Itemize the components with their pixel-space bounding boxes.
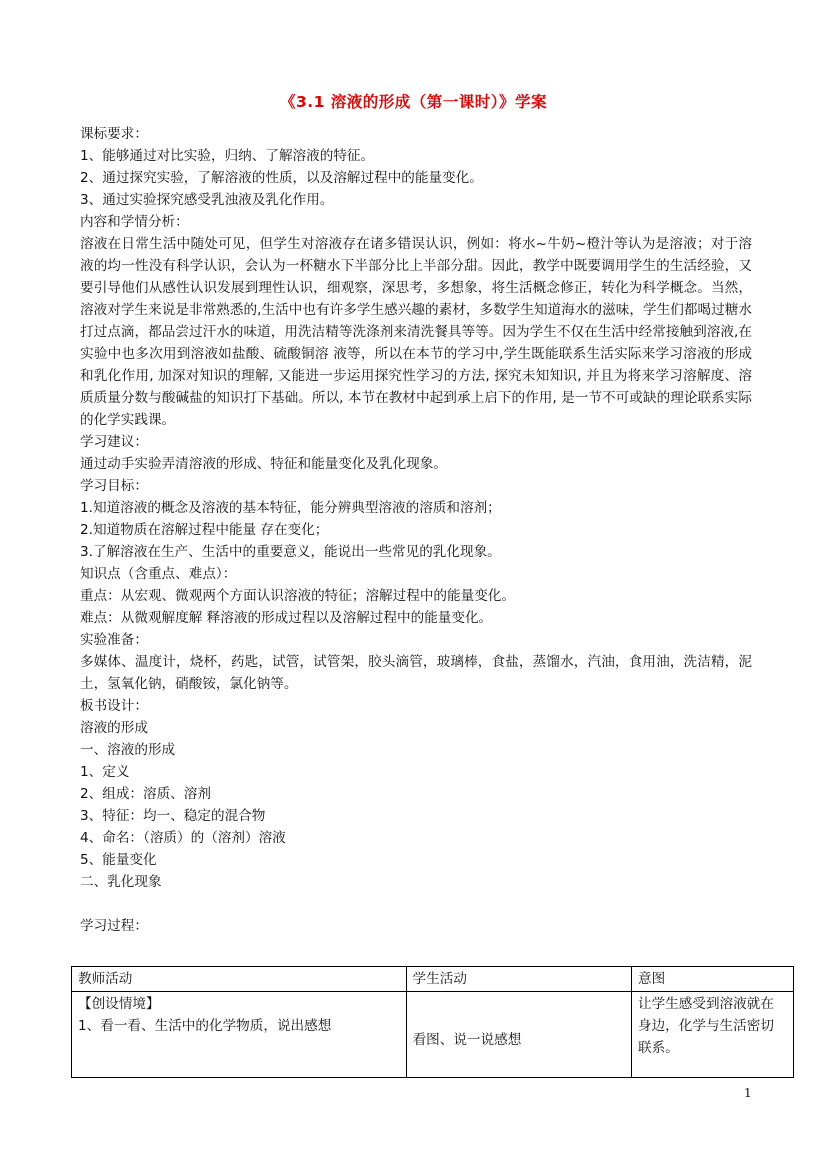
table-row (72, 992, 794, 1078)
keypoints-heading: 知识点（含重点、难点）： (80, 566, 237, 582)
board-item: 4、命名：（溶质）的（溶剂）溶液 (80, 830, 286, 846)
cell-teacher (72, 992, 407, 1078)
board-item: 一、溶液的形成 (80, 742, 176, 758)
curriculum-item: 1、能够通过对比实验，归纳、了解溶液的特征。 (80, 148, 375, 164)
board-item: 2、组成：溶质、溶剂 (80, 786, 211, 802)
advice-heading: 学习建议： (80, 434, 148, 450)
student-text: 看图、说一说感想 (412, 1031, 522, 1048)
prep-heading: 实验准备： (80, 632, 148, 648)
curriculum-item: 2、通过探究实验，了解溶液的性质，以及溶解过程中的能量变化。 (80, 170, 483, 186)
header-student: 学生活动 (406, 967, 631, 992)
goal-item: 2.知道物质在溶解过程中能量 存在变化； (80, 522, 329, 538)
page-title: 《3.1 溶液的形成（第一课时）》学案 (279, 93, 548, 111)
prep-text: 多媒体、温度计，烧杯，药匙，试管，试管架，胶头滴管，玻璃棒，食盐，蒸馏水，汽油，食用油，洗洁精，泥土，氢氧化钠，硝酸铵，氯化钠等。 (80, 654, 752, 692)
teacher-title: 【创设情境】 (78, 996, 160, 1012)
spacer (80, 893, 752, 915)
process-heading: 学习过程： (80, 918, 148, 934)
cell-intent: 让学生感受到溶液就在身边，化学与生活密切联系。 (632, 992, 794, 1078)
process-table (71, 966, 794, 1078)
teacher-text: 1、看一看、生活中的化学物质，说出感想 (78, 1018, 332, 1034)
document-body (80, 123, 752, 937)
keypoints-focus: 重点：从宏观、微观两个方面认识溶液的特征；溶解过程中的能量变化。 (80, 588, 515, 604)
curriculum-heading: 课标要求： (80, 126, 148, 142)
header-teacher: 教师活动 (72, 967, 407, 992)
analysis-text: 溶液在日常生活中随处可见，但学生对溶液存在诸多错误认识，例如：将水~牛奶~橙汁等认为是溶液；对于溶液的均一性没有科学认识，会认为一杯糖水下半部分比上半部分甜。因此，教学中既要调用学生的生活经验，又要引导他们从感性认识发展到理性认识，细观察，深思考，多想象，将生活概念修正，转化为科学概念。当然，溶液对学生来说是非常熟悉的,生活中也有许多学生感兴趣的素材，多数学生知道海水的滋味，学生们都喝过糖水打过点滴，都品尝过汗水的味道，用洗洁精等洗涤剂来清洗餐具等等。因为学生不仅在生活中经常接触到溶液,在实验中也多次用到溶液如盐酸、硫酸铜溶 液等，所以在本节的学习中,学生既能联系生活实际来学习溶液的形成和乳化作用, 加深对知识的理解, 又能进一步运用探究性学习的方法, 探究未知知识, 并且为将来学习溶解度、溶质质量分数与酸碱盐的知识打下基础。所以, 本节在教材中起到承上启下的作用, 是一节不可或缺的理论联系实际的化学实践课。 (80, 236, 752, 428)
board-item: 5、能量变化 (80, 852, 157, 868)
page-number: 1 (744, 1086, 752, 1100)
curriculum-item: 3、通过实验探究感受乳浊液及乳化作用。 (80, 192, 334, 208)
cell-student (406, 992, 631, 1078)
analysis-heading: 内容和学情分析： (80, 214, 189, 230)
keypoints-difficulty: 难点：从微观解度解 释溶液的形成过程以及溶解过程中的能量变化。 (80, 610, 493, 626)
board-heading: 板书设计： (80, 698, 148, 714)
goals-heading: 学习目标： (80, 478, 148, 494)
table-header-row (72, 967, 794, 992)
board-item: 3、特征：均一、稳定的混合物 (80, 808, 266, 824)
board-item: 1、定义 (80, 764, 130, 780)
advice-text: 通过动手实验弄清溶液的形成、特征和能量变化及乳化现象。 (80, 456, 448, 472)
board-item: 二、乳化现象 (80, 874, 162, 890)
goal-item: 3.了解溶液在生产、生活中的重要意义，能说出一些常见的乳化现象。 (80, 544, 501, 560)
board-item: 溶液的形成 (80, 720, 148, 736)
header-intent: 意图 (632, 967, 794, 992)
goal-item: 1.知道溶液的概念及溶液的基本特征，能分辨典型溶液的溶质和溶剂； (80, 500, 501, 516)
